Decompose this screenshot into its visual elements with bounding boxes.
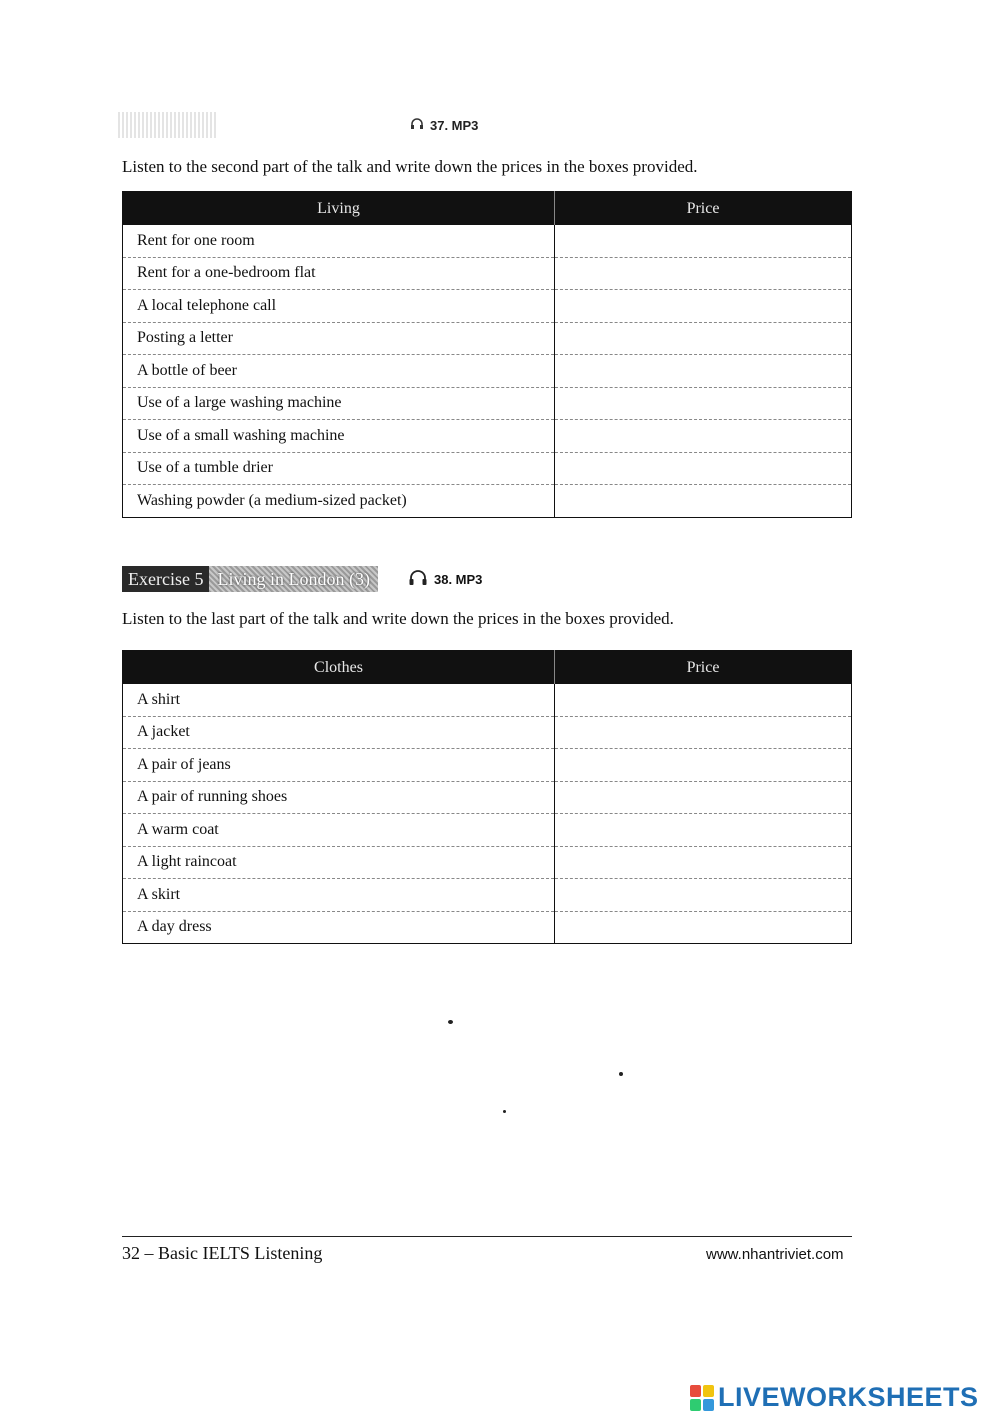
table-row xyxy=(123,355,852,388)
clothes-prices-table xyxy=(122,650,852,944)
price-answer-box[interactable] xyxy=(555,387,852,420)
scan-speck xyxy=(448,1020,453,1024)
footer-rule xyxy=(122,1236,852,1237)
item-label: A day dress xyxy=(137,918,212,936)
table-row xyxy=(123,684,852,716)
audio-file-name: 38. MP3 xyxy=(434,572,483,587)
price-answer-box[interactable] xyxy=(555,879,852,912)
item-label: Use of a large washing machine xyxy=(123,387,555,420)
item-label: A bottle of beer xyxy=(123,355,555,388)
item-label: Rent for one room xyxy=(123,225,555,257)
price-answer-box[interactable] xyxy=(555,485,852,518)
table-row xyxy=(123,814,852,847)
table-row xyxy=(123,257,852,290)
instruction-text: Listen to the second part of the talk and write down the prices in the boxes provided. xyxy=(122,157,698,176)
item-label: A pair of running shoes xyxy=(123,781,555,814)
price-answer-box[interactable] xyxy=(555,420,852,453)
brand-name: LIVEWORKSHEETS xyxy=(718,1382,979,1412)
item-label: Use of a tumble drier xyxy=(123,452,555,485)
item-label: A skirt xyxy=(123,879,555,912)
item-label: Posting a letter xyxy=(123,322,555,355)
price-answer-box[interactable] xyxy=(555,749,852,782)
headphones-icon xyxy=(410,118,424,133)
liveworksheets-logo-icon xyxy=(690,1385,714,1411)
logo-tile xyxy=(703,1385,714,1397)
price-answer-box[interactable] xyxy=(555,257,852,290)
table-row xyxy=(123,749,852,782)
website-label: www.nhantriviet.com xyxy=(706,1246,844,1263)
exercise-title: Living in London (3) xyxy=(209,566,377,592)
table-row xyxy=(123,322,852,355)
item-label: A light raincoat xyxy=(123,846,555,879)
item-label: A pair of jeans xyxy=(123,749,555,782)
table-row xyxy=(123,781,852,814)
table-row xyxy=(123,846,852,879)
price-answer-box[interactable] xyxy=(555,290,852,323)
item-label: Use of a small washing machine xyxy=(123,420,555,453)
item-label: A shirt xyxy=(123,684,555,716)
liveworksheets-brand xyxy=(690,1382,979,1413)
item-label: A local telephone call xyxy=(123,290,555,323)
table-row xyxy=(123,387,852,420)
headphones-icon xyxy=(408,569,428,590)
audio-track-label-37 xyxy=(410,118,478,133)
price-answer-box[interactable] xyxy=(555,781,852,814)
audio-track-label-38 xyxy=(408,569,482,590)
logo-tile xyxy=(703,1399,714,1411)
table-body xyxy=(123,225,852,517)
price-answer-box[interactable] xyxy=(555,684,852,716)
column-header-price: Price xyxy=(555,192,852,226)
table-row xyxy=(123,290,852,323)
table-body xyxy=(123,684,852,944)
column-header-clothes: Clothes xyxy=(123,651,555,685)
table-row xyxy=(123,452,852,485)
audio-file-name: 37. MP3 xyxy=(430,118,479,133)
instruction-text: Listen to the last part of the talk and write down the prices in the boxes provided. xyxy=(122,609,674,628)
table-row xyxy=(123,225,852,257)
price-answer-box[interactable] xyxy=(555,355,852,388)
column-header-price: Price xyxy=(555,651,852,685)
page-label: 32 – Basic IELTS Listening xyxy=(122,1243,323,1263)
table-row xyxy=(123,716,852,749)
table-row xyxy=(123,911,852,944)
item-label: A jacket xyxy=(123,716,555,749)
scan-speck xyxy=(503,1110,506,1113)
item-label: Washing powder (a medium-sized packet) xyxy=(137,491,407,509)
price-answer-box[interactable] xyxy=(555,452,852,485)
exercise-label: Exercise 5 xyxy=(122,566,209,592)
price-answer-box[interactable] xyxy=(555,322,852,355)
scan-speck xyxy=(619,1072,623,1076)
logo-tile xyxy=(690,1399,701,1411)
price-answer-box[interactable] xyxy=(555,846,852,879)
item-label: A warm coat xyxy=(123,814,555,847)
price-answer-box[interactable] xyxy=(555,225,852,257)
column-header-living: Living xyxy=(123,192,555,226)
living-prices-table xyxy=(122,191,852,518)
price-answer-box[interactable] xyxy=(555,911,852,944)
item-label: Rent for a one-bedroom flat xyxy=(123,257,555,290)
logo-tile xyxy=(690,1385,701,1397)
table-row xyxy=(123,420,852,453)
table-row xyxy=(123,879,852,912)
exercise-banner xyxy=(122,566,378,592)
price-answer-box[interactable] xyxy=(555,716,852,749)
scan-smudge xyxy=(118,112,218,138)
price-answer-box[interactable] xyxy=(555,814,852,847)
table-row xyxy=(123,485,852,518)
